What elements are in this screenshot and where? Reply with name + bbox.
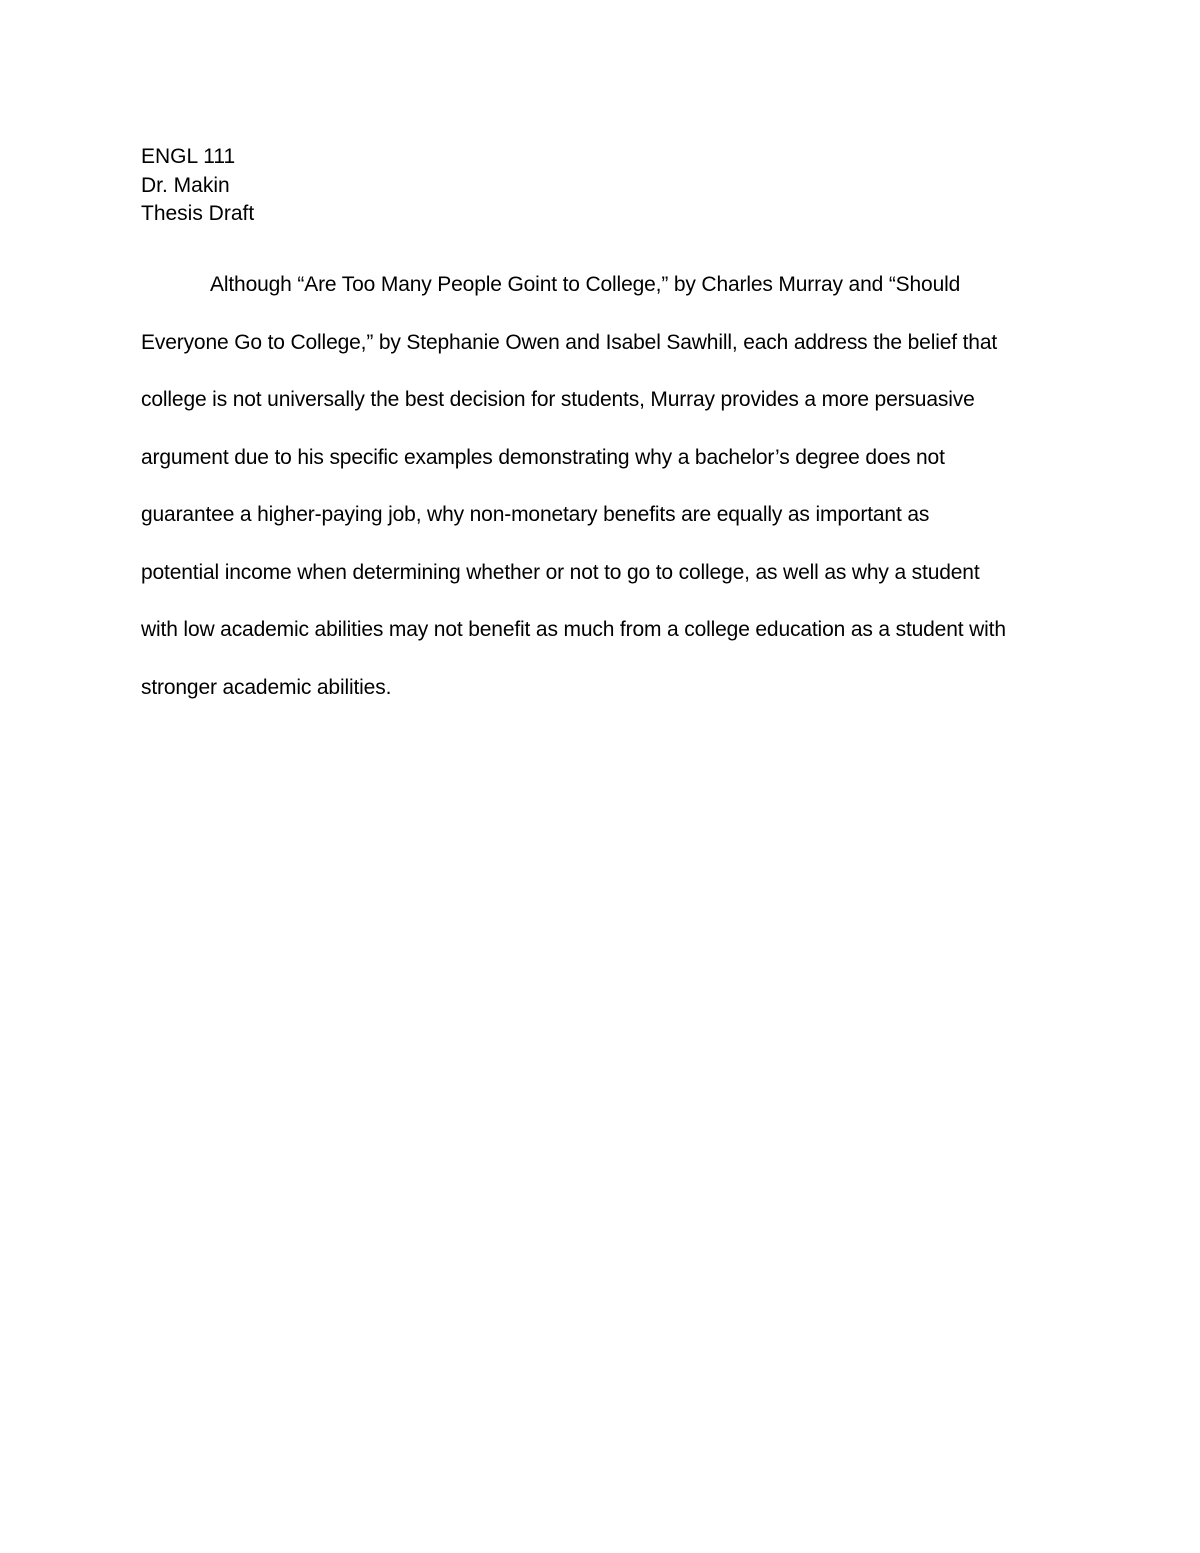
paragraph-line: college is not universally the best decision for students, Murray provides a more persuasive xyxy=(141,388,975,411)
assignment-title: Thesis Draft xyxy=(141,202,255,226)
document-header xyxy=(141,143,1041,229)
paragraph-line: Although “Are Too Many People Goint to College,” by Charles Murray and “Should xyxy=(210,273,961,296)
paragraph-line: Everyone Go to College,” by Stephanie Owen and Isabel Sawhill, each address the belief that xyxy=(141,330,998,354)
paragraph-line: potential income when determining whether or not to go to college, as well as why a student xyxy=(141,560,980,584)
paragraph-line: with low academic abilities may not benefit as much from a college education as a student with xyxy=(141,618,1006,641)
course-name: ENGL 111 xyxy=(141,145,236,168)
paragraph-line: argument due to his specific examples demonstrating why a bachelor’s degree does not xyxy=(141,445,945,469)
thesis-paragraph xyxy=(141,256,1061,716)
paragraph-line: guarantee a higher-paying job, why non-monetary benefits are equally as important as xyxy=(141,503,930,526)
paragraph-line: stronger academic abilities. xyxy=(141,675,392,699)
instructor-name: Dr. Makin xyxy=(141,173,230,197)
